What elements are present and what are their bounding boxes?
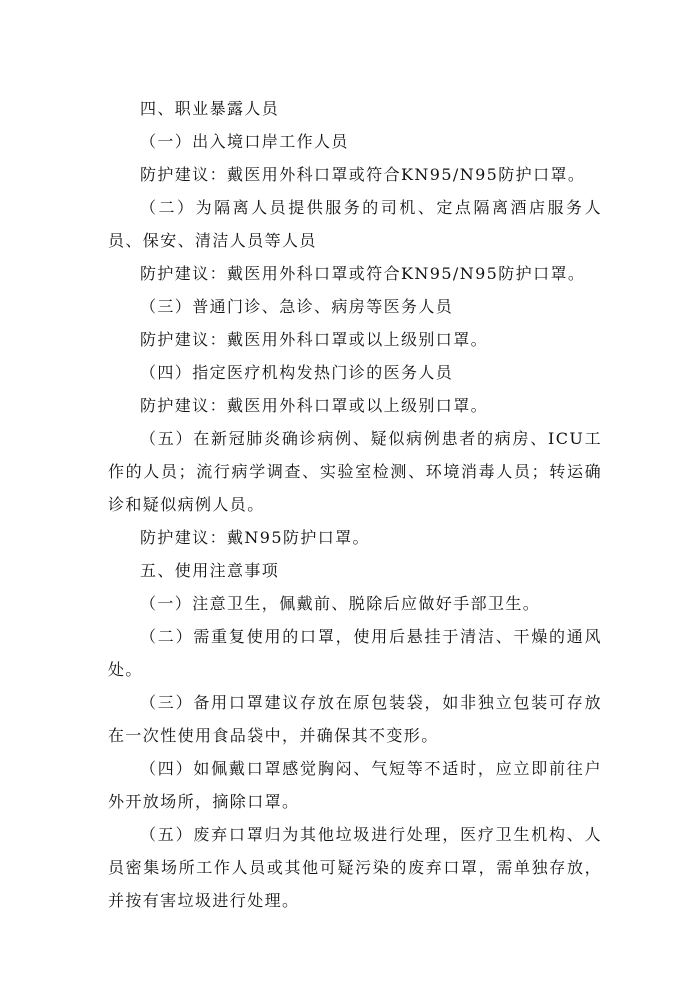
usage-note-disposal: （五）废弃口罩归为其他垃圾进行处理，医疗卫生机构、人员密集场所工作人员或其他可疑污染的废弃口罩，需单独存放，并按有害垃圾进行处理。 — [108, 825, 602, 910]
subsection-quarantine-service-staff: （二）为隔离人员提供服务的司机、定点隔离酒店服务人员、保安、清洁人员等人员 — [108, 198, 602, 250]
protection-advice: 防护建议：戴医用外科口罩或符合KN95/N95防护口罩。 — [140, 264, 586, 283]
usage-note-reuse: （二）需重复使用的口罩，使用后悬挂于清洁、干燥的通风处。 — [108, 627, 602, 679]
subsection-port-staff: （一）出入境口岸工作人员 — [140, 132, 349, 151]
protection-advice: 防护建议：戴医用外科口罩或以上级别口罩。 — [140, 330, 489, 349]
protection-advice: 防护建议：戴医用外科口罩或符合KN95/N95防护口罩。 — [140, 165, 586, 184]
subsection-high-risk-staff: （五）在新冠肺炎确诊病例、疑似病例患者的病房、ICU工作的人员；流行病学调查、实验室检测、环境消毒人员；转运确诊和疑似病例人员。 — [108, 429, 602, 514]
subsection-fever-clinic-staff: （四）指定医疗机构发热门诊的医务人员 — [140, 363, 454, 382]
section-heading-occupational-exposure: 四、职业暴露人员 — [140, 99, 280, 118]
usage-note-hygiene: （一）注意卫生，佩戴前、脱除后应做好手部卫生。 — [140, 594, 541, 613]
usage-note-discomfort: （四）如佩戴口罩感觉胸闷、气短等不适时，应立即前往户外开放场所，摘除口罩。 — [108, 759, 602, 811]
protection-advice: 防护建议：戴N95防护口罩。 — [140, 528, 370, 547]
usage-note-storage: （三）备用口罩建议存放在原包装袋，如非独立包装可存放在一次性使用食品袋中，并确保其不变形。 — [108, 693, 602, 745]
protection-advice: 防护建议：戴医用外科口罩或以上级别口罩。 — [140, 396, 489, 415]
document-body — [108, 92, 602, 917]
subsection-general-medical-staff: （三）普通门诊、急诊、病房等医务人员 — [140, 297, 454, 316]
section-heading-usage-notes: 五、使用注意事项 — [140, 561, 280, 580]
